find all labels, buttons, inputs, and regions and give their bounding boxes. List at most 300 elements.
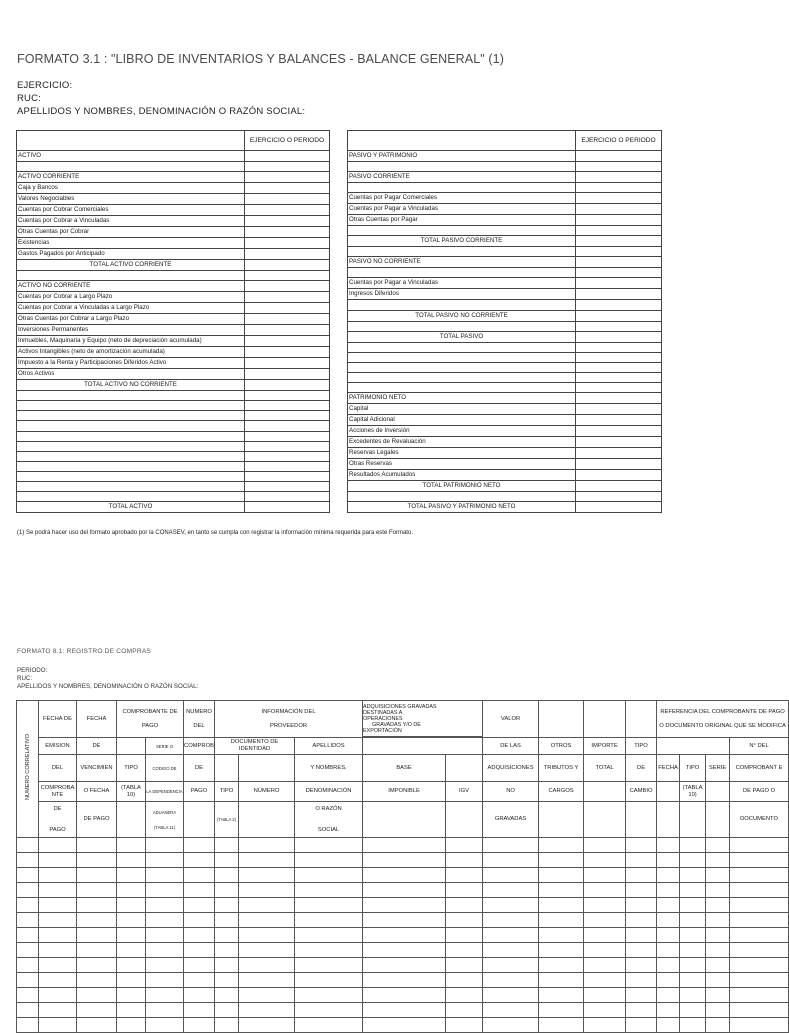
right-row-value <box>576 300 662 310</box>
table-cell <box>584 898 626 913</box>
table-cell <box>215 928 239 943</box>
table-cell <box>657 868 680 883</box>
table-cell <box>215 913 239 928</box>
table-cell <box>295 868 363 883</box>
table-row <box>348 151 662 162</box>
table-cell <box>706 1018 730 1033</box>
right-row-value <box>576 331 662 342</box>
ref-fecha-header: FECHA <box>657 755 680 782</box>
table-cell <box>706 883 730 898</box>
table-cell <box>39 1003 77 1018</box>
table-row <box>348 481 662 492</box>
right-row-value <box>576 352 662 362</box>
table-row <box>17 172 330 183</box>
left-row-label <box>17 162 245 172</box>
de-header: DE <box>77 738 117 755</box>
table-cell <box>295 1018 363 1033</box>
table-cell <box>657 913 680 928</box>
table-row <box>17 868 789 883</box>
right-row-value <box>576 151 662 162</box>
table-row <box>17 898 789 913</box>
right-row-value <box>576 342 662 352</box>
aduanera-header: ADUANERA (TABLA 11) <box>146 802 184 838</box>
table-cell <box>117 898 146 913</box>
table-cell <box>657 928 680 943</box>
emision-header: EMISION <box>39 738 77 755</box>
cargos-header: CARGOS <box>539 782 584 802</box>
tabla2-header: (TABLA 2) <box>215 802 239 838</box>
table-row <box>348 352 662 362</box>
otros-label: OTROS <box>539 738 584 755</box>
table-cell <box>117 958 146 973</box>
left-row-label: Valores Negociables <box>17 194 245 205</box>
y-nombres-header: Y NOMBRES, <box>295 755 363 782</box>
registro-compras-table <box>16 700 789 1033</box>
table-cell <box>626 1018 657 1033</box>
right-row-label <box>348 183 576 193</box>
left-row-value <box>245 249 330 260</box>
table-cell <box>363 853 446 868</box>
table-cell <box>446 838 483 853</box>
table-row <box>348 268 662 278</box>
table-row <box>348 492 662 502</box>
left-row-label: Caja y Bancos <box>17 183 245 194</box>
registro-compras-title: FORMATO 8.1: REGISTRO DE COMPRAS <box>17 648 152 655</box>
table-cell <box>584 943 626 958</box>
table-cell <box>146 928 184 943</box>
table-cell <box>657 943 680 958</box>
right-row-label: Cuentas por Pagar a Vinculadas <box>348 204 576 215</box>
table-cell <box>215 898 239 913</box>
table-cell <box>146 838 184 853</box>
left-header-blank <box>17 131 245 151</box>
left-row-label: Existencias <box>17 238 245 249</box>
table-cell <box>680 1003 706 1018</box>
table-cell <box>17 943 39 958</box>
table-cell <box>680 883 706 898</box>
table-cell <box>706 988 730 1003</box>
table-row <box>17 853 789 868</box>
table-row <box>17 325 330 336</box>
table-cell <box>215 1003 239 1018</box>
left-row-label <box>17 411 245 421</box>
left-header-row <box>17 131 330 151</box>
table-cell <box>730 913 789 928</box>
table-cell <box>680 973 706 988</box>
de-las-header: DE LAS <box>483 738 539 755</box>
table-row <box>17 461 330 471</box>
table-row <box>17 471 330 481</box>
table-cell <box>184 973 215 988</box>
table-cell <box>657 988 680 1003</box>
table-cell <box>363 988 446 1003</box>
table-cell <box>706 958 730 973</box>
left-row-label <box>17 482 245 492</box>
table-row <box>17 369 330 380</box>
de-pago-o-header: DE PAGO O <box>730 782 789 802</box>
right-row-value <box>576 502 662 513</box>
table-cell <box>446 868 483 883</box>
left-row-value <box>245 183 330 194</box>
tipo-doc-header: TIPO <box>215 782 239 802</box>
page-title: FORMATO 3.1 : "LIBRO DE INVENTARIOS Y BALANCES - BALANCE GENERAL" (1) <box>17 52 504 66</box>
table-cell <box>584 838 626 853</box>
table-cell <box>539 958 584 973</box>
table-cell <box>77 838 117 853</box>
table-cell <box>680 913 706 928</box>
table-cell <box>17 973 39 988</box>
table-cell <box>295 913 363 928</box>
table-cell <box>146 898 184 913</box>
ruc-label-81: RUC: <box>17 675 33 682</box>
table-cell <box>17 868 39 883</box>
ref-tabla10-header: (TABLA 10) <box>680 782 706 802</box>
table-cell <box>239 988 295 1003</box>
right-row-value <box>576 268 662 278</box>
table-cell <box>239 943 295 958</box>
table-cell <box>117 988 146 1003</box>
right-row-value <box>576 226 662 236</box>
left-row-value <box>245 162 330 172</box>
activo-table <box>16 130 330 513</box>
left-row-value <box>245 411 330 421</box>
importe-header <box>584 701 626 738</box>
table-cell <box>539 853 584 868</box>
table-cell <box>539 838 584 853</box>
left-row-value <box>245 227 330 238</box>
table-cell <box>730 973 789 988</box>
table-cell <box>626 943 657 958</box>
razon-social-label-81: APELLIDOS Y NOMBRES, DENOMINACIÓN O RAZÓN SOCIAL: <box>17 683 199 690</box>
table-row <box>17 431 330 441</box>
table-cell <box>539 913 584 928</box>
right-row-label: Ingresos Diferidos <box>348 289 576 300</box>
right-row-value <box>576 215 662 226</box>
table-row <box>17 183 330 194</box>
right-row-value <box>576 372 662 382</box>
left-row-label: TOTAL ACTIVO NO CORRIENTE <box>17 380 245 391</box>
table-cell <box>39 943 77 958</box>
table-cell <box>239 913 295 928</box>
table-row <box>17 401 330 411</box>
table-cell <box>77 883 117 898</box>
table-cell <box>239 958 295 973</box>
left-row-label: Cuentas por Cobrar a Vinculadas <box>17 216 245 227</box>
table-row <box>17 303 330 314</box>
right-row-value <box>576 172 662 183</box>
right-row-value <box>576 247 662 257</box>
table-cell <box>215 1018 239 1033</box>
table-cell <box>295 838 363 853</box>
right-row-label <box>348 342 576 352</box>
table-row <box>17 281 330 292</box>
table-cell <box>363 973 446 988</box>
left-row-value <box>245 303 330 314</box>
de-pago-header: DE PAGO <box>39 802 77 838</box>
table-cell <box>483 988 539 1003</box>
table-cell <box>626 883 657 898</box>
table-row <box>17 314 330 325</box>
table-cell <box>539 868 584 883</box>
table-cell <box>39 853 77 868</box>
table-row <box>17 205 330 216</box>
table-cell <box>584 853 626 868</box>
table-cell <box>239 883 295 898</box>
left-row-label <box>17 391 245 401</box>
referencia-header: REFERENCIA DEL COMPROBANTE DE PAGO O DOCUMENTO ORIGINAL QUE SE MODIFICA <box>657 701 789 738</box>
table-cell <box>215 988 239 1003</box>
table-cell <box>539 1018 584 1033</box>
table-cell <box>184 868 215 883</box>
table-cell <box>184 1018 215 1033</box>
table-cell <box>706 943 730 958</box>
table-cell <box>184 988 215 1003</box>
right-row-value <box>576 183 662 193</box>
table-cell <box>184 913 215 928</box>
table-cell <box>539 988 584 1003</box>
left-row-label: Inversiones Permanentes <box>17 325 245 336</box>
table-cell <box>295 898 363 913</box>
left-ejercicio-header: EJERCICIO O PERIODO <box>245 131 330 151</box>
right-row-label: Resultados Acumulados <box>348 470 576 481</box>
right-row-label: TOTAL PASIVO Y PATRIMONIO NETO <box>348 502 576 513</box>
table-cell <box>483 958 539 973</box>
table-cell <box>295 973 363 988</box>
table-cell <box>39 928 77 943</box>
table-cell <box>483 943 539 958</box>
table-cell <box>657 898 680 913</box>
right-row-value <box>576 362 662 372</box>
left-row-label: Cuentas por Cobrar Comerciales <box>17 205 245 216</box>
table-cell <box>446 853 483 868</box>
table-cell <box>626 973 657 988</box>
table-row <box>17 451 330 461</box>
table-row <box>17 238 330 249</box>
table-row <box>348 426 662 437</box>
left-row-value <box>245 461 330 471</box>
table-cell <box>730 883 789 898</box>
table-row <box>17 421 330 431</box>
table-cell <box>706 838 730 853</box>
tipo-label: TIPO <box>626 738 657 755</box>
left-row-value <box>245 492 330 502</box>
table-cell <box>657 838 680 853</box>
left-row-value <box>245 260 330 271</box>
table-cell <box>363 1003 446 1018</box>
table-cell <box>17 838 39 853</box>
table-cell <box>680 868 706 883</box>
right-row-label: TOTAL PASIVO <box>348 331 576 342</box>
table-cell <box>295 958 363 973</box>
table-row <box>17 194 330 205</box>
table-cell <box>363 958 446 973</box>
table-cell <box>706 973 730 988</box>
table-cell <box>730 1003 789 1018</box>
table-cell <box>295 1003 363 1018</box>
table-cell <box>706 1003 730 1018</box>
table-cell <box>446 1003 483 1018</box>
fecha-vencimiento-header: FECHA <box>77 701 117 738</box>
table-cell <box>584 973 626 988</box>
left-row-label: Otras Cuentas por Cobrar <box>17 227 245 238</box>
table-row <box>348 470 662 481</box>
table-row <box>17 347 330 358</box>
right-row-label: TOTAL PATRIMONIO NETO <box>348 481 576 492</box>
right-row-value <box>576 437 662 448</box>
right-row-value <box>576 492 662 502</box>
right-row-value <box>576 459 662 470</box>
table-cell <box>215 868 239 883</box>
table-cell <box>117 913 146 928</box>
table-cell <box>295 883 363 898</box>
table-cell <box>146 853 184 868</box>
tipo-cambio-header <box>626 701 657 738</box>
table-cell <box>680 988 706 1003</box>
left-row-label <box>17 421 245 431</box>
table-row <box>17 838 789 853</box>
table-row <box>17 411 330 421</box>
table-row <box>348 362 662 372</box>
table-row <box>17 227 330 238</box>
right-row-value <box>576 415 662 426</box>
table-cell <box>483 868 539 883</box>
table-row <box>348 393 662 404</box>
left-row-label: Cuentas por Cobrar a Vinculadas a Largo Plazo <box>17 303 245 314</box>
tabla10-header: (TABLA 10) <box>117 782 146 802</box>
table-cell <box>215 943 239 958</box>
left-row-label: TOTAL ACTIVO CORRIENTE <box>17 260 245 271</box>
right-row-value <box>576 383 662 393</box>
table-cell <box>446 898 483 913</box>
right-row-label: TOTAL PASIVO NO CORRIENTE <box>348 310 576 321</box>
table-cell <box>657 853 680 868</box>
table-cell <box>363 883 446 898</box>
comprob-header: COMPROB <box>184 738 215 755</box>
right-row-value <box>576 162 662 172</box>
table-cell <box>446 928 483 943</box>
table-cell <box>239 1003 295 1018</box>
table-cell <box>17 898 39 913</box>
right-row-label: Otras Cuentas por Pagar <box>348 215 576 226</box>
table-row <box>348 183 662 193</box>
pasivo-patrimonio-table <box>347 130 662 513</box>
table-cell <box>584 883 626 898</box>
left-row-value <box>245 471 330 481</box>
table-cell <box>215 973 239 988</box>
table-cell <box>706 898 730 913</box>
right-row-label: Cuentas por Pagar a Vinculadas <box>348 278 576 289</box>
table-cell <box>730 928 789 943</box>
table-row <box>348 236 662 247</box>
table-cell <box>77 853 117 868</box>
table-row <box>17 336 330 347</box>
table-row <box>17 943 789 958</box>
table-cell <box>239 928 295 943</box>
table-cell <box>446 958 483 973</box>
left-row-value <box>245 441 330 451</box>
table-row <box>348 383 662 393</box>
table-cell <box>77 958 117 973</box>
table-cell <box>626 913 657 928</box>
table-cell <box>39 868 77 883</box>
ndel-header: N° DEL <box>730 738 789 755</box>
table-cell <box>657 1003 680 1018</box>
tipo-comprobante-header: TIPO <box>117 755 146 782</box>
table-cell <box>539 973 584 988</box>
table-cell <box>483 913 539 928</box>
left-row-value <box>245 391 330 401</box>
table-cell <box>483 853 539 868</box>
left-row-label: Impuesto a la Renta y Participaciones Diferidos Activo <box>17 358 245 369</box>
table-cell <box>239 868 295 883</box>
vencimien-header: VENCIMIEN <box>77 755 117 782</box>
table-row <box>348 204 662 215</box>
table-row <box>17 973 789 988</box>
table-row <box>17 958 789 973</box>
right-row-label: Reservas Legales <box>348 448 576 459</box>
table-cell <box>626 928 657 943</box>
right-row-label <box>348 247 576 257</box>
table-cell <box>657 1018 680 1033</box>
table-row <box>17 913 789 928</box>
table-cell <box>146 988 184 1003</box>
table-cell <box>626 898 657 913</box>
table-cell <box>446 883 483 898</box>
ref-serie-header: SERIE <box>706 755 730 782</box>
table-cell <box>680 853 706 868</box>
table-cell <box>239 1018 295 1033</box>
serie-header: SERIE O <box>146 738 184 755</box>
table-row <box>17 482 330 492</box>
table-cell <box>77 943 117 958</box>
o-fecha-header: O FECHA <box>77 782 117 802</box>
right-row-label: TOTAL PASIVO CORRIENTE <box>348 236 576 247</box>
table-cell <box>483 1003 539 1018</box>
left-row-label: Otras Cuentas por Cobrar a Largo Plazo <box>17 314 245 325</box>
table-row <box>17 1018 789 1033</box>
table-cell <box>363 1018 446 1033</box>
imponible-header: IMPONIBLE <box>363 782 446 802</box>
table-row <box>17 502 330 513</box>
table-cell <box>117 1018 146 1033</box>
table-cell <box>39 973 77 988</box>
table-row <box>17 391 330 401</box>
table-row <box>348 278 662 289</box>
table-cell <box>680 838 706 853</box>
de-comprob-header: DE <box>184 755 215 782</box>
gravadas-header: GRAVADAS <box>483 802 539 838</box>
table-row <box>17 151 330 162</box>
left-row-value <box>245 205 330 216</box>
table-cell <box>239 898 295 913</box>
left-row-value <box>245 369 330 380</box>
table-cell <box>730 958 789 973</box>
table-cell <box>146 913 184 928</box>
importe-label: IMPORTE <box>584 738 626 755</box>
table-cell <box>215 958 239 973</box>
table-cell <box>483 1018 539 1033</box>
table-cell <box>215 883 239 898</box>
del-header: DEL <box>39 755 77 782</box>
table-cell <box>730 868 789 883</box>
left-row-label <box>17 431 245 441</box>
table-cell <box>363 913 446 928</box>
table-cell <box>584 1003 626 1018</box>
cambio-header: CAMBIO <box>626 782 657 802</box>
adquisiciones-gravadas-header: ADQUISICIONES GRAVADAS DESTINADAS A OPERACIONES GRAVADAS Y/O DE EXPORTACIÓN <box>363 701 483 737</box>
table-cell <box>17 1018 39 1033</box>
table-cell <box>77 928 117 943</box>
